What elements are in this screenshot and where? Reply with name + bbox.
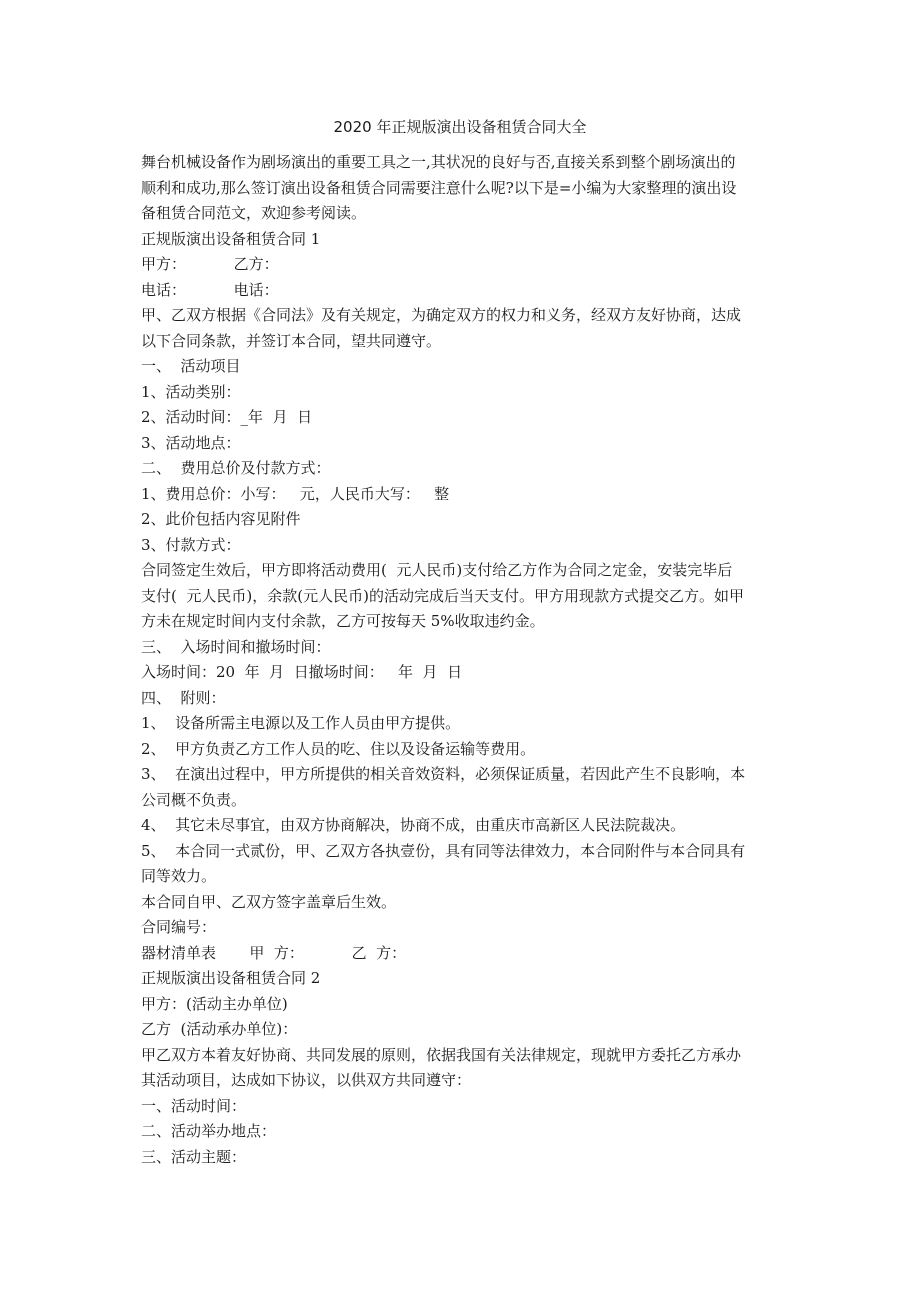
text-line: 一、活动时间： xyxy=(141,1096,247,1115)
text-line: 1、活动类别： xyxy=(141,382,241,401)
text-line: 舞台机械设备作为剧场演出的重要工具之一,其状况的良好与否,直接关系到整个剧场演出的 xyxy=(141,153,736,171)
text-line: 三、活动主题： xyxy=(141,1147,247,1166)
text-line: 2、此价包括内容见附件 xyxy=(141,510,301,528)
text-line: 电话： 电话： xyxy=(141,280,279,299)
text-line: 器材清单表 甲 方： 乙 方： xyxy=(141,943,407,962)
text-line: 4、 其它未尽事宜，由双方协商解决，协商不成，由重庆市高新区人民法院裁决。 xyxy=(141,816,686,834)
text-line: 顺利和成功,那么签订演出设备租赁合同需要注意什么呢?以下是=小编为大家整理的演出设 xyxy=(141,178,737,197)
text-line: 3、活动地点： xyxy=(141,433,241,452)
text-line: 1、 设备所需主电源以及工作人员由甲方提供。 xyxy=(141,714,461,732)
text-line: 2、 甲方负责乙方工作人员的吃、住以及设备运输等费用。 xyxy=(141,739,536,758)
text-line: 本合同自甲、乙双方签字盖章后生效。 xyxy=(141,892,397,911)
text-line: 备租赁合同范文，欢迎参考阅读。 xyxy=(141,204,367,222)
document-title: 2020 年正规版演出设备租赁合同大全 xyxy=(333,118,587,136)
text-line: 四、 附则： xyxy=(141,688,226,707)
text-line: 一、 活动项目 xyxy=(141,357,241,375)
text-line: 方未在规定时间内支付余款，乙方可按每天 5%收取违约金。 xyxy=(141,612,545,630)
text-line: 甲方： 乙方： xyxy=(141,255,279,273)
text-line: 甲方：(活动主办单位) xyxy=(141,994,288,1013)
text-line: 1、费用总价：小写： 元，人民币大写： 整 xyxy=(141,484,450,503)
text-line: 三、 入场时间和撤场时间： xyxy=(141,637,331,656)
text-line: 合同签定生效后，甲方即将活动费用( 元人民币)支付给乙方作为合同之定金，安装完毕后 xyxy=(141,561,733,579)
text-line: 二、活动举办地点： xyxy=(141,1122,277,1140)
document-body xyxy=(141,150,791,1170)
text-line: 以下合同条款，并签订本合同，望共同遵守。 xyxy=(141,331,442,350)
text-line: 其活动项目，达成如下协议，以供双方共同遵守： xyxy=(141,1071,472,1089)
text-line: 同等效力。 xyxy=(141,867,217,885)
text-line: 入场时间：20 年 月 日撤场时间： 年 月 日 xyxy=(141,663,463,681)
text-line: 3、 在演出过程中，甲方所提供的相关音效资料，必须保证质量，若因此产生不良影响，本 xyxy=(141,765,746,783)
text-line: 甲、乙双方根据《合同法》及有关规定，为确定双方的权力和义务，经双方友好协商，达成 xyxy=(141,306,742,324)
text-line: 正规版演出设备租赁合同 2 xyxy=(141,969,321,987)
text-line: 正规版演出设备租赁合同 1 xyxy=(141,229,321,248)
text-line: 3、付款方式： xyxy=(141,535,241,554)
text-line: 2、活动时间：_年 月 日 xyxy=(141,408,313,426)
text-line: 公司概不负责。 xyxy=(141,790,247,809)
text-line: 支付( 元人民币)，余款(元人民币)的活动完成后当天支付。甲方用现款方式提交乙方。如甲 xyxy=(141,586,744,605)
text-line: 乙方 (活动承办单位)： xyxy=(141,1020,298,1038)
text-line: 甲乙双方本着友好协商、共同发展的原则，依据我国有关法律规定，现就甲方委托乙方承办 xyxy=(141,1045,742,1064)
text-line: 合同编号： xyxy=(141,918,217,936)
text-line: 5、 本合同一式贰份，甲、乙双方各执壹份，具有同等法律效力，本合同附件与本合同具有 xyxy=(141,841,746,860)
text-line: 二、 费用总价及付款方式： xyxy=(141,459,331,477)
